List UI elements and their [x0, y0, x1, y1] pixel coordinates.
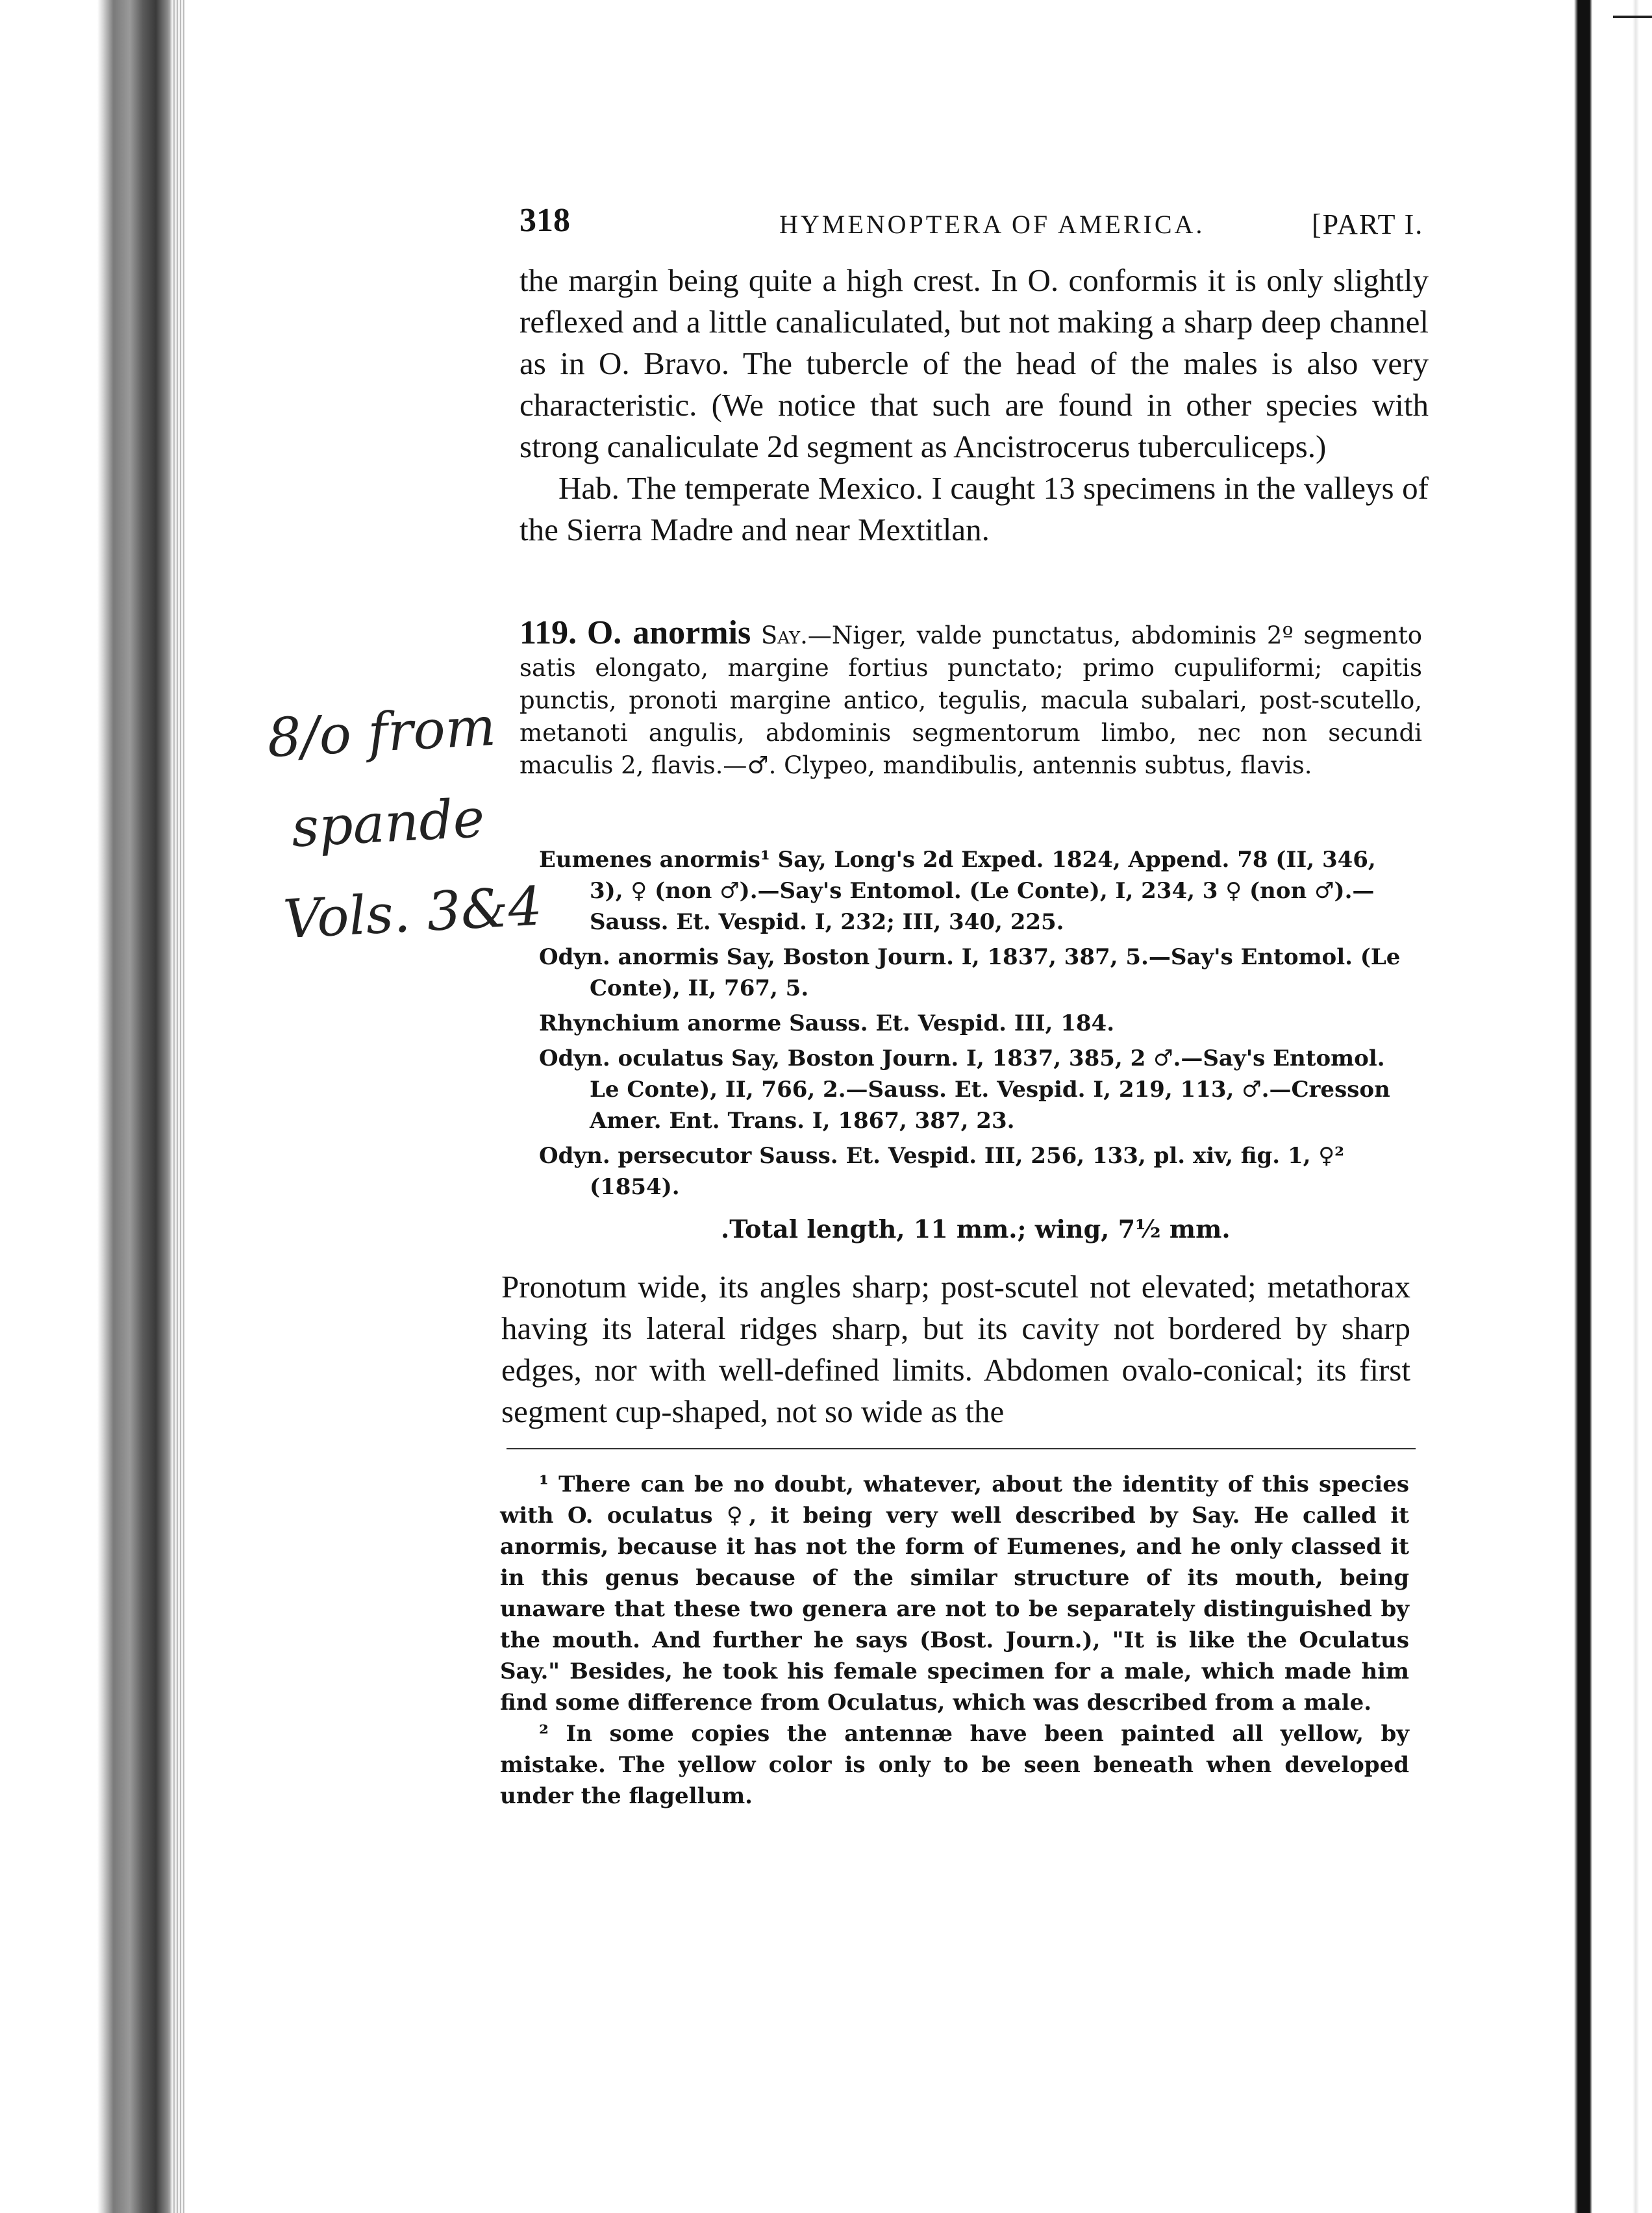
description-paragraph: Pronotum wide, its angles sharp; post-scutel not elevated; metathorax having its lateral ridges sharp, but its cavity not bordered by sharp edges, nor with well-defined limits. Abdomen ovalo-conical; its first segment cup-shaped, not so wide as the	[501, 1269, 1410, 1429]
synonymy-entry: Eumenes anormis¹ Say, Long's 2d Exped. 1824, Append. 78 (II, 346, 3), ♀ (non ♂).—Say's Entomol. (Le Conte), I, 234, 3 ♀ (non ♂).—Sauss. Et. Vespid. I, 232; III, 340, 225.	[539, 847, 1376, 935]
intro-text	[519, 260, 1429, 551]
page-number: 318	[519, 202, 570, 239]
synonymy-entry: Odyn. oculatus Say, Boston Journ. I, 1837, 385, 2 ♂.—Say's Entomol. Le Conte), II, 766, 2.—Sauss. Et. Vespid. I, 219, 113, ♂.—Cresson Amer. Ent. Trans. I, 1867, 387, 23.	[539, 1045, 1390, 1134]
footnote-2: ² In some copies the antennæ have been painted all yellow, by mistake. The yellow color is only to be seen beneath when developed under the flagellum.	[500, 1721, 1409, 1809]
footnotes	[500, 1469, 1409, 1812]
synonymy-entry: Odyn. anormis Say, Boston Journ. I, 1837, 387, 5.—Say's Entomol. (Le Conte), II, 767, 5.	[539, 944, 1401, 1001]
part-label: [PART I.	[1312, 208, 1424, 240]
marginalia-line-2: spande	[290, 787, 486, 860]
marginalia-line-3: Vols. 3&4	[281, 875, 544, 951]
scan-mark	[1613, 16, 1652, 18]
habitat-paragraph: Hab. The temperate Mexico. I caught 13 specimens in the valleys of the Sierra Madre and near Mextitlan.	[519, 470, 1429, 547]
species-number: 119.	[519, 614, 577, 651]
species-entry	[519, 614, 1423, 782]
measurements: .Total length, 11 mm.; wing, 7½ mm.	[721, 1214, 1231, 1244]
species-name: O. anormis	[586, 614, 751, 651]
species-author: Say.	[760, 621, 808, 649]
running-head	[519, 195, 1429, 253]
footnote-1: ¹ There can be no doubt, whatever, about the identity of this species with O. oculatus ♀, it being very well described by Say. He called it anormis, because it has not the form of Eumenes, and he only classed it in this genus because of the similar structure of its mouth, being unaware that these two genera are not to be separately distinguished by the mouth. And further he says (Bost. Journ.), "It is like the Oculatus Say." Besides, he took his female specimen for a male, which made him find some difference from Oculatus, which was described from a male.	[500, 1471, 1409, 1716]
scan-right-margin	[1561, 0, 1652, 2213]
footnote-divider	[507, 1448, 1416, 1449]
running-title: HYMENOPTERA OF AMERICA.	[779, 210, 1205, 239]
scan-page-gutter	[0, 0, 175, 2213]
synonymy-list	[539, 844, 1416, 1207]
handwritten-marginalia	[266, 695, 544, 980]
marginalia-line-1: 8/o from	[266, 695, 497, 770]
page-stack-edge	[170, 0, 184, 2213]
species-latin-diagnosis: —Niger, valde punctatus, abdominis 2º segmento satis elongato, margine fortius punctato; primo cupuliformi; capitis punctis, pronoti margine antico, tegulis, macula subalari, post-scutello, metanoti angulis, abdominis segmentorum limbo, nec non secundi maculis 2, flavis.—♂. Clypeo, mandibulis, antennis subtus, flavis.	[519, 621, 1423, 779]
synonymy-entry: Rhynchium anorme Sauss. Et. Vespid. III, 184.	[539, 1010, 1115, 1036]
intro-paragraph-1: the margin being quite a high crest. In O. conformis it is only slightly reflexed and a little canaliculated, but not making a sharp deep channel as in O. Bravo. The tubercle of the head of the males is also very characteristic. (We notice that such are found in other species with strong canaliculate 2d segment as Ancistrocerus tuberculiceps.)	[519, 262, 1429, 464]
synonymy-entry: Odyn. persecutor Sauss. Et. Vespid. III, 256, 133, pl. xiv, fig. 1, ♀² (1854).	[539, 1143, 1345, 1200]
